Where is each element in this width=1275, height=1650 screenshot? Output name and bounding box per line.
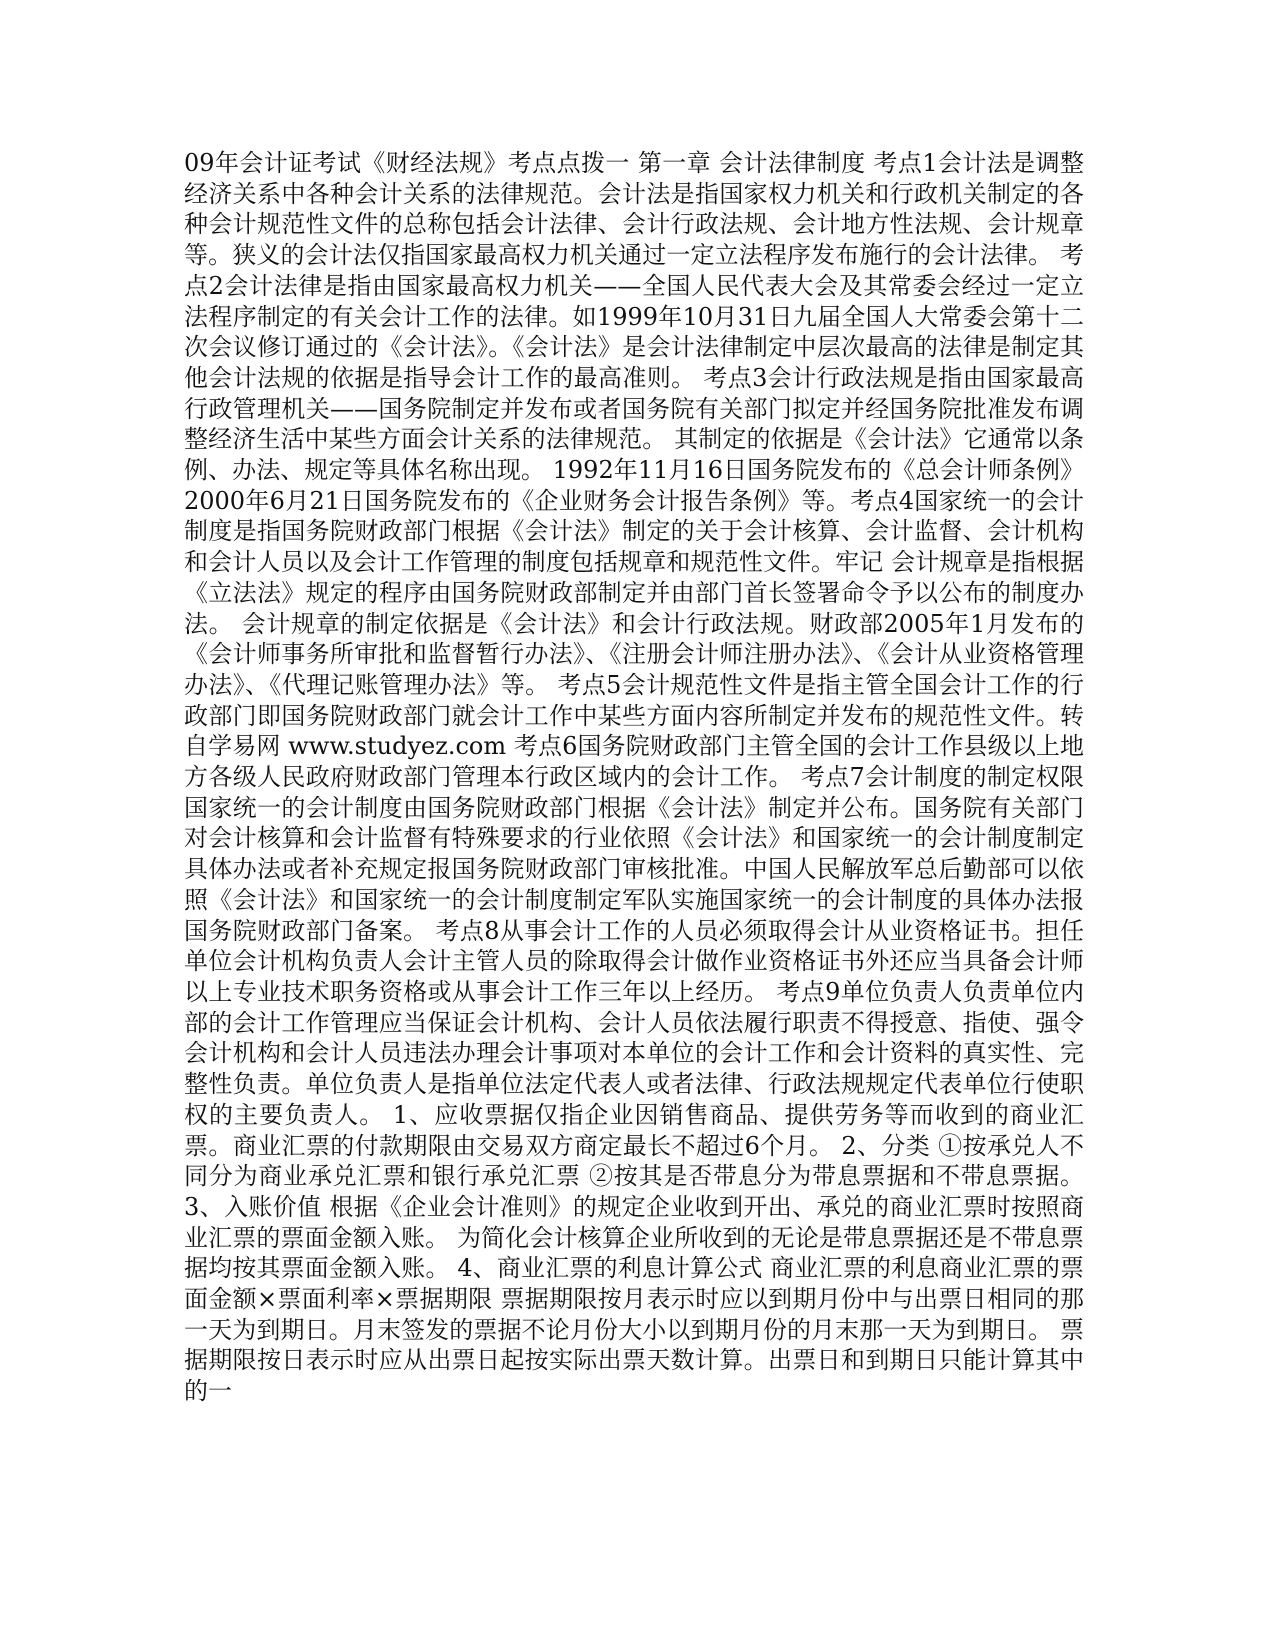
body-text: 09年会计证考试《财经法规》考点点拨一 第一章 会计法律制度 考点1会计法是调整经济关系中各种会计关系的法律规范。会计法是指国家权力机关和行政机关制定的各种会计规范性文件的总称包括会计法律、会计行政法规、会计地方性法规、会计规章等。狭义的会计法仅指国家最高权力机关通过一定立法程序发布施行的会计法律。 考点2会计法律是指由国家最高权力机关——全国人民代表大会及其常委会经过一定立法程序制定的有关会计工作的法律。如1999年10月31日九届全国人大常委会第十二次会议修订通过的《会计法》。《会计法》是会计法律制定中层次最高的法律是制定其他会计法规的依据是指导会计工作的最高准则。 考点3会计行政法规是指由国家最高行政管理机关——国务院制定并发布或者国务院有关部门拟定并经国务院批准发布调整经济生活中某些方面会计关系的法律规范。 其制定的依据是《会计法》它通常以条例、办法、规定等具体名称出现。 1992年11月16日国务院发布的《总会计师条例》2000年6月21日国务院发布的《企业财务会计报告条例》等。考点4国家统一的会计制度是指国务院财政部门根据《会计法》制定的关于会计核算、会计监督、会计机构和会计人员以及会计工作管理的制度包括规章和规范性文件。牢记 会计规章是指根据《立法法》规定的程序由国务院财政部制定并由部门首长签署命令予以公布的制度办法。 会计规章的制定依据是《会计法》和会计行政法规。财政部2005年1月发布的《会计师事务所审批和监督暂行办法》、《注册会计师注册办法》、《会计从业资格管理办法》、《代理记账管理办法》等。 考点5会计规范性文件是指主管全国会计工作的行政部门即国务院财政部门就会计工作中某些方面内容所制定并发布的规范性文件。转自学易网 www.studyez.com 考点6国务院财政部门主管全国的会计工作县级以上地方各级人民政府财政部门管理本行政区域内的会计工作。 考点7会计制度的制定权限 国家统一的会计制度由国务院财政部门根据《会计法》制定并公布。国务院有关部门对会计核算和会计监督有特殊要求的行业依照《会计法》和国家统一的会计制度制定具体办法或者补充规定报国务院财政部门审核批准。中国人民解放军总后勤部可以依照《会计法》和国家统一的会计制度制定军队实施国家统一的会计制度的具体办法报国务院财政部门备案。 考点8从事会计工作的人员必须取得会计从业资格证书。担任单位会计机构负责人会计主管人员的除取得会计做作业资格证书外还应当具备会计师以上专业技术职务资格或从事会计工作三年以上经历。 考点9单位负责人负责单位内部的会计工作管理应当保证会计机构、会计人员依法履行职责不得授意、指使、强令会计机构和会计人员违法办理会计事项对本单位的会计工作和会计资料的真实性、完整性负责。单位负责人是指单位法定代表人或者法律、行政法规规定代表单位行使职权的主要负责人。 1、应收票据仅指企业因销售商品、提供劳务等而收到的商业汇票。商业汇票的付款期限由交易双方商定最长不超过6个月。 2、分类 ①按承兑人不同分为商业承兑汇票和银行承兑汇票 ②按其是否带息分为带息票据和不带息票据。 3、入账价值 根据《企业会计准则》的规定企业收到开出、承兑的商业汇票时按照商业汇票的票面金额入账。 为简化会计核算企业所收到的无论是带息票据还是不带息票据均按其票面金额入账。 4、商业汇票的利息计算公式 商业汇票的利息商业汇票的票面金额×票面利率×票据期限 票据期限按月表示时应以到期月份中与出票日相同的那一天为到期日。月末签发的票据不论月份大小以到期月份的月末那一天为到期日。 票据期限按日表示时应从出票日起按实际出票天数计算。出票日和到期日只能计算其中的一 — [184, 149, 1084, 1406]
